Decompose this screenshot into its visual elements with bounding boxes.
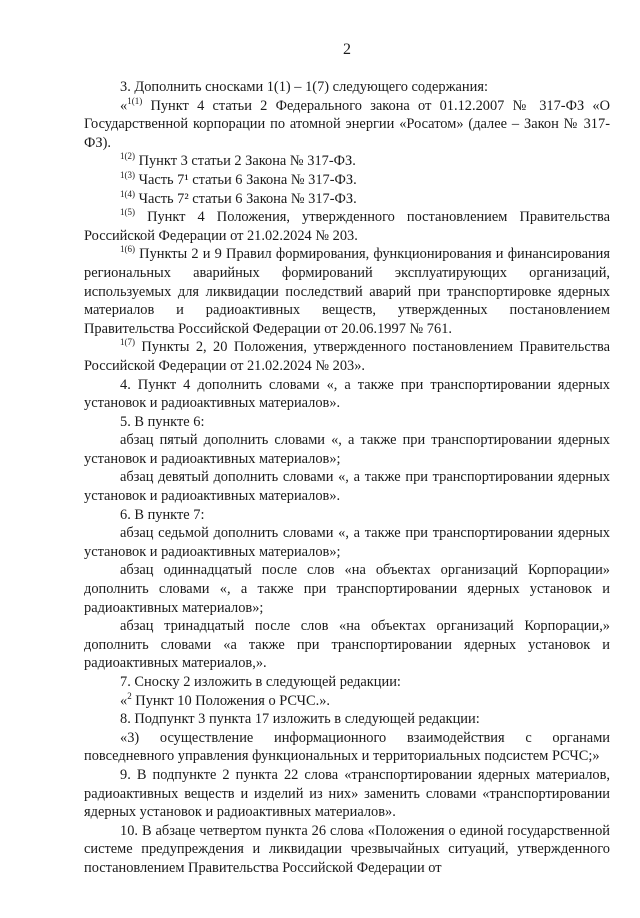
paragraph <box>84 338 610 375</box>
footnote-marker: 1(1) <box>127 95 143 106</box>
footnote-marker: 2 <box>127 690 132 701</box>
opening-quote: « <box>120 692 128 709</box>
paragraph-text: Пункты 2 и 9 Правил формирования, функционирования и финансирования региональных аварийных формирований эксплуатирующих организаций, используемых для ликвидации последствий аварий при транспортировке ядерных материалов и радиоактивных веществ, утвержденных постановлением Правительства Российской Федерации от 20.06.1997 № 761. <box>84 246 610 337</box>
paragraph-text: Пункт 4 статьи 2 Федерального закона от 01.12.2007 № 317-ФЗ «О Государственной корпорации по атомной энергии «Росатом» (далее – Закон № 317-ФЗ). <box>84 97 610 151</box>
paragraph <box>84 190 610 209</box>
paragraph <box>84 468 610 505</box>
paragraph <box>84 245 610 338</box>
paragraph-text: 5. В пункте 6: <box>120 413 205 430</box>
paragraph-text: абзац пятый дополнить словами «, а также при транспортировании ядерных установок и радиоактивных материалов»; <box>84 432 610 467</box>
paragraph <box>84 97 610 153</box>
page-number: 2 <box>343 41 351 58</box>
footnote-marker: 1(4) <box>120 188 135 199</box>
paragraph <box>84 710 610 729</box>
paragraph <box>84 208 610 245</box>
paragraph-text: Пункт 10 Положения о РСЧС.». <box>131 692 330 709</box>
paragraph <box>84 766 610 822</box>
paragraph-text: 4. Пункт 4 дополнить словами «, а также при транспортировании ядерных установок и радиоактивных материалов». <box>84 376 610 412</box>
paragraph-text: 8. Подпункт 3 пункта 17 изложить в следующей редакции: <box>120 711 480 728</box>
paragraph <box>84 431 610 468</box>
paragraph-text: Пункт 3 статьи 2 Закона № 317-ФЗ. <box>135 153 356 170</box>
paragraph-text: 7. Сноску 2 изложить в следующей редакции: <box>120 674 401 690</box>
paragraph-text: абзац седьмой дополнить словами «, а также при транспортировании ядерных установок и радиоактивных материалов»; <box>84 525 610 560</box>
opening-quote: « <box>120 97 128 114</box>
paragraph <box>84 376 610 413</box>
paragraph-text: Пункт 4 Положения, утвержденного постановлением Правительства Российской Федерации от 21.02.2024 № 203. <box>84 209 610 244</box>
paragraph-text: абзац одиннадцатый после слов «на объектах организаций Корпорации» дополнить словами «, а также при транспортировании ядерных установок и радиоактивных материалов»; <box>84 562 610 616</box>
paragraph <box>84 78 610 97</box>
footnote-marker: 1(2) <box>120 151 135 162</box>
paragraph-text: 3. Дополнить сносками 1(1) – 1(7) следующего содержания: <box>120 79 488 95</box>
paragraph <box>84 152 610 171</box>
footnote-marker: 1(3) <box>120 169 135 180</box>
paragraph-text: абзац девятый дополнить словами «, а также при транспортировании ядерных установок и радиоактивных материалов». <box>84 469 610 505</box>
paragraph <box>84 413 610 432</box>
paragraph <box>84 171 610 190</box>
paragraph <box>84 822 610 878</box>
paragraph-text: 6. В пункте 7: <box>120 506 205 523</box>
paragraph-text: «3) осуществление информационного взаимодействия с органами повседневного управления функциональных и территориальных подсистем РСЧС;» <box>84 729 610 765</box>
footnote-marker: 1(7) <box>120 337 135 348</box>
paragraph-text: абзац тринадцатый после слов «на объектах организаций Корпорации,» дополнить словами «а также при транспортировании ядерных установок и радиоактивных материалов,». <box>84 618 610 672</box>
paragraph <box>84 729 610 766</box>
footnote-marker: 1(5) <box>120 207 135 218</box>
paragraph <box>84 561 610 617</box>
document-body <box>84 78 610 878</box>
paragraph <box>84 617 610 673</box>
paragraph-text: 9. В подпункте 2 пункта 22 слова «транспортировании ядерных материалов, радиоактивных веществ и изделий из них» заменить словами «транспортировании ядерных установок и радиоактивных материалов». <box>84 766 610 821</box>
paragraph-text: Пункты 2, 20 Положения, утвержденного постановлением Правительства Российской Федерации от 21.02.2024 № 203». <box>84 339 610 374</box>
paragraph <box>84 524 610 561</box>
paragraph-text: Часть 7² статьи 6 Закона № 317-ФЗ. <box>135 190 357 207</box>
paragraph <box>84 506 610 525</box>
paragraph-text: 10. В абзаце четвертом пункта 26 слова «Положения о единой государственной системе предупреждения и ликвидации чрезвычайных ситуаций, утвержденного постановлением Правительства Российской Федерации от <box>84 822 610 876</box>
footnote-marker: 1(6) <box>120 244 135 255</box>
paragraph-text: Часть 7¹ статьи 6 Закона № 317-ФЗ. <box>135 171 357 188</box>
paragraph <box>84 673 610 692</box>
paragraph <box>84 692 610 711</box>
